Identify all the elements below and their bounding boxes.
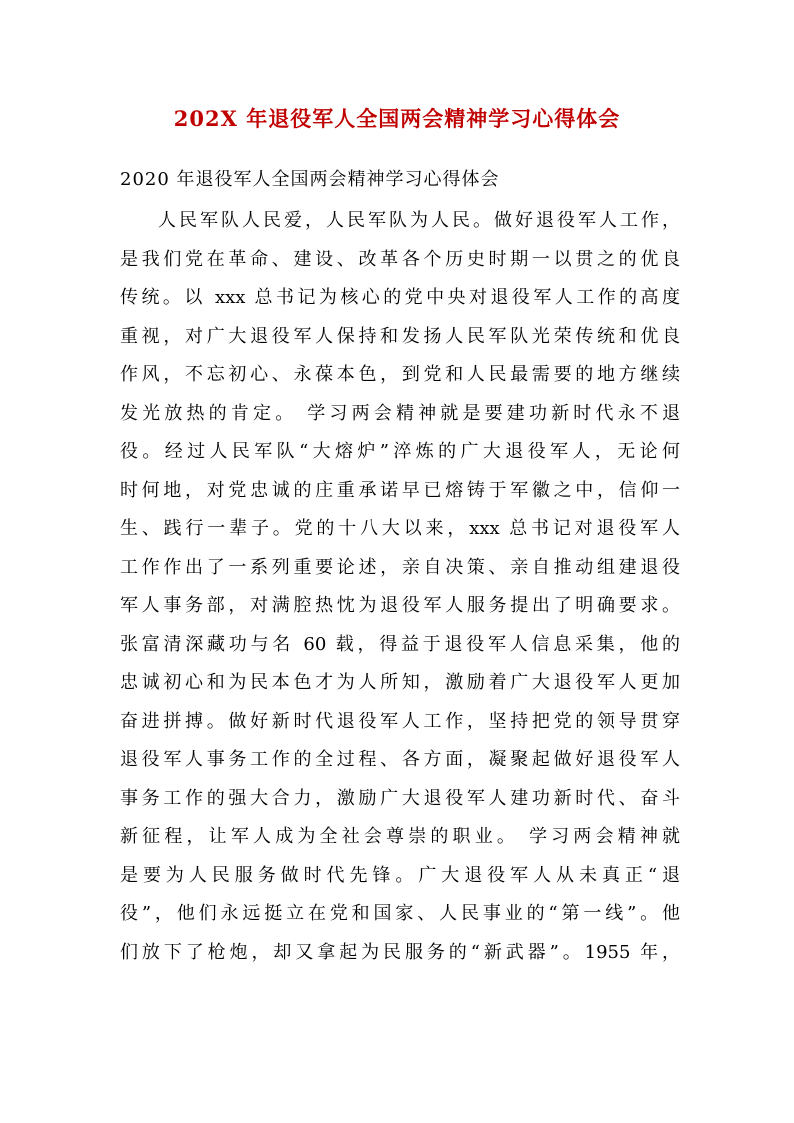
body-line: 役”，他们永远挺立在党和国家、人民事业的“第一线”。他 bbox=[120, 903, 680, 924]
body-line: 张富清深藏功与名 60 载，得益于退役军人信息采集，他的 bbox=[120, 633, 680, 655]
body-line: 人民军队人民爱，人民军队为人民。做好退役军人工作， bbox=[158, 210, 680, 231]
body-line: 事务工作的强大合力，激励广大退役军人建功新时代、奋斗 bbox=[120, 787, 680, 809]
body-line: 作风，不忘初心、永葆本色，到党和人民最需要的地方继续 bbox=[120, 364, 680, 385]
body-line: 奋进拼搏。做好新时代退役军人工作，坚持把党的领导贯穿 bbox=[120, 710, 680, 732]
body-line: 退役军人事务工作的全过程、各方面，凝聚起做好退役军人 bbox=[120, 749, 680, 770]
document-subtitle: 2020 年退役军人全国两会精神学习心得体会 bbox=[120, 169, 500, 190]
body-line: 工作作出了一系列重要论述，亲自决策、亲自推动组建退役 bbox=[120, 556, 680, 578]
document-title: 202X 年退役军人全国两会精神学习心得体会 bbox=[173, 106, 621, 131]
body-line: 重视，对广大退役军人保持和发扬人民军队光荣传统和优良 bbox=[120, 325, 680, 347]
body-line: 忠诚初心和为民本色才为人所知，激励着广大退役军人更加 bbox=[120, 672, 680, 693]
body-line: 军人事务部，对满腔热忱为退役军人服务提出了明确要求。 bbox=[120, 595, 680, 616]
body-line: 是我们党在革命、建设、改革各个历史时期一以贯之的优良 bbox=[120, 248, 680, 270]
body-line: 新征程，让军人成为全社会尊崇的职业。 学习两会精神就 bbox=[120, 826, 680, 847]
body-line: 发光放热的肯定。 学习两会精神就是要建功新时代永不退 bbox=[120, 402, 680, 424]
body-line: 们放下了枪炮，却又拿起为民服务的“新武器”。1955 年， bbox=[120, 941, 680, 963]
body-line: 是要为人民服务做时代先锋。广大退役军人从未真正“退 bbox=[120, 864, 680, 886]
body-line: 传统。以 xxx 总书记为核心的党中央对退役军人工作的高度 bbox=[120, 287, 680, 308]
body-line: 役。经过人民军队“大熔炉”淬炼的广大退役军人，无论何 bbox=[120, 441, 680, 462]
body-line: 生、践行一辈子。党的十八大以来，xxx 总书记对退役军人 bbox=[120, 518, 680, 539]
body-line: 时何地，对党忠诚的庄重承诺早已熔铸于军徽之中，信仰一 bbox=[120, 479, 680, 501]
document-body bbox=[120, 202, 680, 972]
